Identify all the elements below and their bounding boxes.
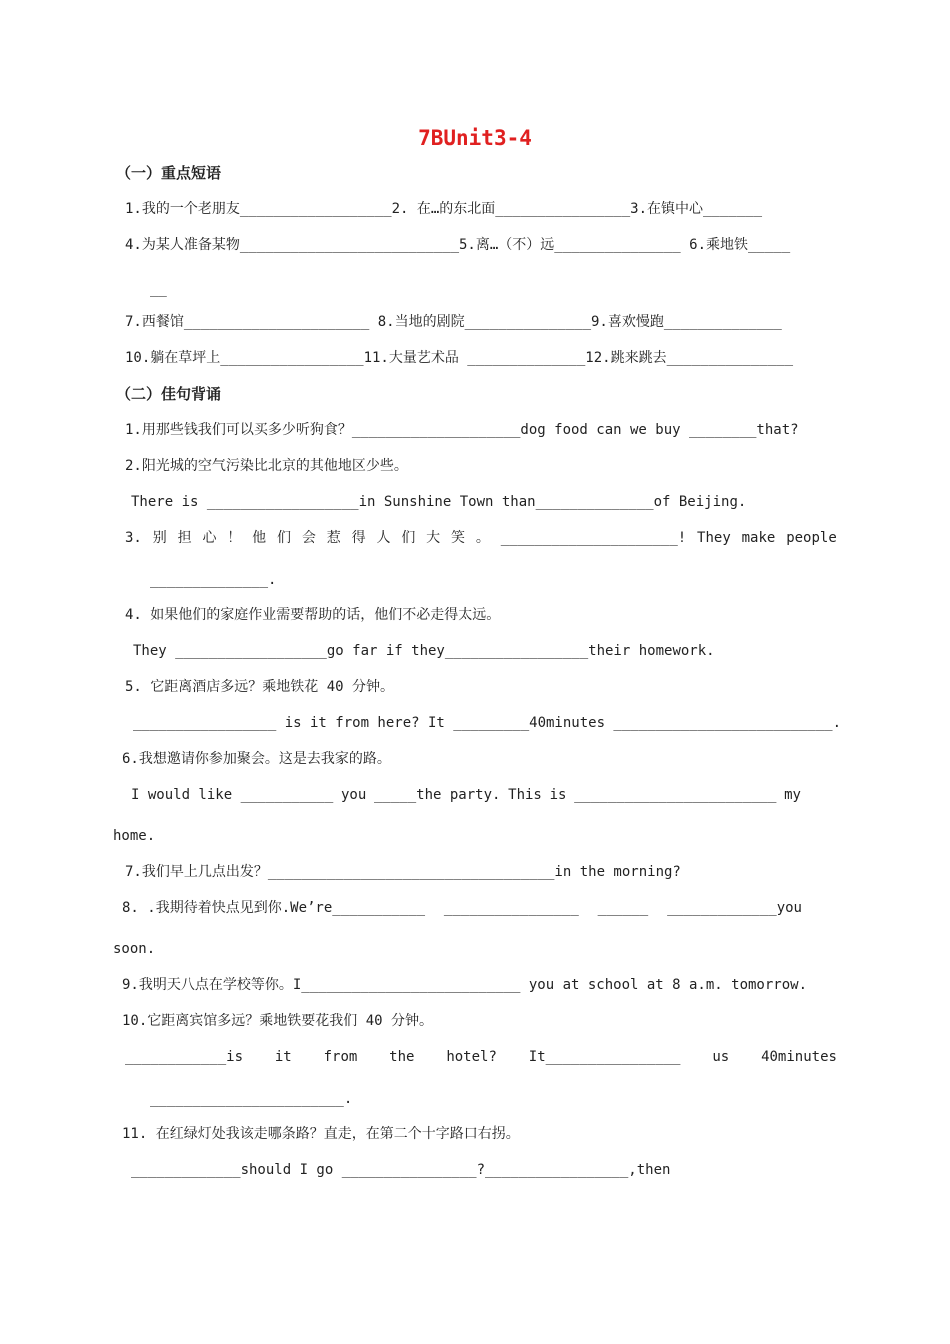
sentence-6-english (131, 785, 801, 805)
text-segment: 别 (152, 530, 167, 546)
section-heading-phrases: （一）重点短语 (116, 164, 222, 182)
sentence-11-chinese: 11. 在红绿灯处我该走哪条路？直走，在第二个十字路口右拐。 (122, 1126, 520, 1142)
sentence-5-chinese: 5. 它距离酒店多远？乘地铁花 40 分钟。 (125, 679, 395, 695)
sentence-10-english (125, 1047, 837, 1067)
text-segment: 心 (202, 530, 217, 546)
text-segment: ________________________ (574, 787, 777, 803)
text-segment: from (323, 1049, 358, 1065)
text-segment: the (389, 1049, 415, 1065)
phrase-line-1: 1.我的一个老朋友__________________2. 在…的东北面________________3.在镇中心_______ (125, 201, 763, 217)
text-segment: 8. .我期待着快点见到你.We’re___________ (122, 900, 426, 916)
text-segment: 担 (177, 530, 192, 546)
text-segment: They (697, 530, 731, 546)
text-segment: 40minutes (761, 1049, 837, 1065)
text-segment: This (508, 787, 542, 803)
text-segment: _____the party. (374, 787, 501, 803)
text-segment: 笑 (451, 530, 466, 546)
sentence-2-chinese: 2.阳光城的空气污染比北京的其他地区少些。 (125, 458, 408, 474)
sentence-1: 1.用那些钱我们可以买多少听狗食？____________________dog food can we buy ________that? (125, 422, 799, 438)
phrase-line-3: 7.西餐馆______________________ 8.当地的剧院_______________9.喜欢慢跑______________ (125, 314, 782, 330)
text-segment: 们 (277, 530, 292, 546)
sentence-7: 7.我们早上几点出发？__________________________________in the morning? (125, 864, 681, 880)
sentence-8-continued: soon. (113, 941, 156, 957)
sentence-4-chinese: 4. 如果他们的家庭作业需要帮助的话，他们不必走得太远。 (125, 607, 501, 623)
sentence-11-english: _____________should I go ________________?_________________,then (131, 1162, 671, 1178)
text-segment: _____________________! (500, 530, 687, 546)
phrase-line-4: 10.躺在草坪上_________________11.大量艺术品 ______________12.跳来跳去_______________ (125, 350, 794, 366)
text-segment: is (549, 787, 567, 803)
text-segment: ____________is (125, 1049, 244, 1065)
text-segment: it (274, 1049, 292, 1065)
text-segment: make (741, 530, 776, 546)
text-segment: 惹 (326, 530, 341, 546)
sentence-2-english: There is __________________in Sunshine Town than______________of Beijing. (131, 494, 747, 510)
text-segment: you (341, 787, 367, 803)
sentence-10-chinese: 10.它距离宾馆多远？乘地铁要花我们 40 分钟。 (122, 1013, 433, 1029)
sentence-9: 9.我明天八点在学校等你。I__________________________ you at school at 8 a.m. tomorrow. (122, 977, 808, 993)
sentence-10-continued: _______________________. (150, 1091, 353, 1107)
text-segment: people (786, 530, 837, 546)
text-segment: 们 (401, 530, 416, 546)
text-segment: 大 (426, 530, 441, 546)
text-segment: hotel? (446, 1049, 497, 1065)
text-segment: ______ (597, 900, 649, 916)
phrase-line-2: 4.为某人准备某物__________________________5.离…（不）远_______________ 6.乘地铁_____ (125, 237, 791, 253)
sentence-5-english: _________________ is it from here? It _________40minutes __________________________. (133, 715, 842, 731)
text-segment: 人 (376, 530, 391, 546)
sentence-6-chinese: 6.我想邀请你参加聚会。这是去我家的路。 (122, 751, 391, 767)
text-segment: 会 (301, 530, 316, 546)
text-segment: 3. (125, 530, 142, 546)
text-segment: I would like ___________ (131, 787, 334, 803)
text-segment: 。 (475, 530, 490, 546)
text-segment: us (712, 1049, 730, 1065)
text-segment: 他 (252, 530, 267, 546)
sentence-3-chinese (125, 528, 837, 548)
text-segment: ________________ (443, 900, 579, 916)
text-segment: ！ (227, 530, 242, 546)
text-segment: It________________ (528, 1049, 681, 1065)
section-heading-sentences: （二）佳句背诵 (116, 385, 222, 403)
sentence-4-english: They __________________go far if they_________________their homework. (133, 643, 715, 659)
text-segment: 得 (351, 530, 366, 546)
text-segment: _____________you (667, 900, 802, 916)
sentence-3-continued: ______________. (150, 572, 277, 588)
sentence-8 (122, 898, 802, 918)
page-title: 7BUnit3-4 (418, 126, 532, 150)
text-segment: my (784, 787, 801, 803)
phrase-line-2-continued: __ (150, 281, 167, 297)
sentence-6-continued: home. (113, 828, 156, 844)
